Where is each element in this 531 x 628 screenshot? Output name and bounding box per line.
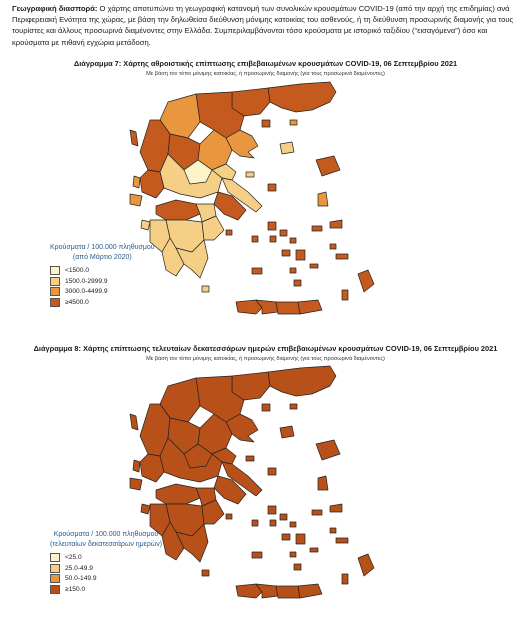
map1-region-aitoloakarnania — [140, 170, 164, 198]
map2-region-samothrace — [290, 404, 297, 409]
map2-subtitle: Με βάση τον τόπο μόνιμης κατοικίας, ή προσωρινής διαμονής (για τους προσωρινά διαμένοντες) — [146, 356, 385, 362]
map1-region-amorgos — [310, 264, 318, 268]
map1-region-kythira — [202, 286, 209, 292]
map1-region-kefalonia — [130, 194, 142, 206]
map1-legend-swatch — [50, 298, 60, 307]
map1-region-skyros — [268, 184, 276, 191]
map1-legend-label: 1500.0-2999.9 — [65, 277, 108, 285]
map2-title: Διάγραμμα 8: Χάρτης επίπτωσης τελευταίων δεκατεσσάρων ημερών επιβεβαιωμένων κρουσμάτων COVID-19, 06 Σεπτεμβρίου 2021 — [33, 344, 498, 353]
map2-region-santorini — [294, 564, 301, 570]
map2-legend-swatch — [50, 564, 60, 573]
map2-region-lemnos — [280, 426, 294, 438]
map2-legend-label: ≥150.0 — [65, 585, 86, 593]
map1-region-samos — [330, 220, 342, 228]
intro-label: Γεωγραφική διασπορά: — [12, 4, 98, 13]
map1-legend-item — [50, 298, 155, 307]
map2-region-samos — [330, 504, 342, 512]
map2-region-chios — [318, 476, 328, 490]
map1-region-corfu — [130, 130, 138, 146]
map2-legend-item — [50, 564, 162, 573]
map1-region-rhodes — [358, 270, 374, 292]
map1-legend-title-line2: (από Μάρτιο 2020) — [72, 253, 132, 261]
map2-region-lefkada — [133, 460, 140, 472]
map1-region-kea — [252, 236, 258, 242]
map1-legend-item — [50, 266, 155, 275]
map1-region-kos — [336, 254, 348, 259]
map1-legend-label: 3000.0-4499.9 — [65, 288, 108, 295]
map1-region-ios — [290, 268, 296, 273]
map1-region-lasithi — [298, 300, 322, 314]
map1-region-samothrace — [290, 120, 297, 125]
map1-region-kalymnos — [330, 244, 336, 249]
map2-region-kea — [252, 520, 258, 526]
map2-legend-label: 50.0-149.9 — [65, 575, 97, 582]
map2-legend-item — [50, 553, 162, 562]
map2-region-kythira — [202, 570, 209, 576]
map1-legend-label: ≥4500.0 — [65, 298, 89, 306]
map2-legend-swatch — [50, 553, 60, 562]
map1-region-tinos — [280, 230, 287, 236]
map2-region-paros — [282, 534, 290, 540]
map2-region-achaea — [156, 484, 200, 504]
map1-region-andros — [268, 222, 276, 230]
map1-legend-swatch — [50, 277, 60, 286]
map1-region-naxos — [296, 250, 305, 260]
map2-region-corfu — [130, 414, 138, 430]
map1-region-achaea — [156, 200, 200, 220]
map1-region-aegina — [226, 230, 232, 235]
map1-region-thrace — [268, 82, 336, 112]
map2-region-skyros — [268, 468, 276, 475]
map1-region-syros — [270, 236, 276, 242]
map1-region-ikaria — [312, 226, 322, 231]
map2-region-ios — [290, 552, 296, 557]
map2-legend-item — [50, 574, 162, 583]
map1-legend — [50, 243, 155, 307]
map2-region-karpathos — [342, 574, 348, 584]
map2-region-amorgos — [310, 548, 318, 552]
map2-region-mykonos — [290, 522, 296, 527]
map1-region-lesvos — [316, 156, 340, 176]
map1-region-santorini — [294, 280, 301, 286]
map2-region-kos — [336, 538, 348, 543]
map2-region-zakynthos — [141, 504, 150, 514]
map2-legend-label: 25.0-49.9 — [65, 564, 93, 572]
map1-region-zakynthos — [141, 220, 150, 230]
map2-region-kalymnos — [330, 528, 336, 533]
map2-region-aitoloakarnania — [140, 454, 164, 482]
map2-region-milos — [252, 552, 262, 558]
map2-legend-title-line1: Κρούσματα / 100.000 πληθυσμού — [53, 531, 159, 538]
map2-region-aegina — [226, 514, 232, 519]
map2-region-thasos — [262, 404, 270, 411]
map1-region-heraklion — [276, 302, 300, 314]
map1-region-milos — [252, 268, 262, 274]
map2-legend-swatch — [50, 574, 60, 583]
map2-region-kefalonia — [130, 478, 142, 490]
map2-region-tinos — [280, 514, 287, 520]
map2-region-skiathos — [246, 456, 254, 461]
map1-legend-item — [50, 277, 155, 286]
map2-legend-item — [50, 585, 162, 594]
map2-region-lesvos — [316, 440, 340, 460]
map2-legend-swatch — [50, 585, 60, 594]
map1-title: Διάγραμμα 7: Χάρτης αθροιστικής επίπτωσης επιβεβαιωμένων κρουσμάτων COVID-19, 06 Σεπτεμβρίου 2021 — [73, 59, 458, 68]
map1-region-skiathos — [246, 172, 254, 177]
map1-legend-label: <1500.0 — [65, 267, 90, 274]
map2-region-lasithi — [298, 584, 322, 598]
map1-legend-title-line1: Κρούσματα / 100.000 πληθυσμού — [50, 244, 155, 251]
map2-legend — [50, 530, 162, 594]
map2-region-andros — [268, 506, 276, 514]
map1-region-thasos — [262, 120, 270, 127]
map2-region-heraklion — [276, 586, 300, 598]
map2-region-thrace — [268, 366, 336, 396]
map1-legend-swatch — [50, 266, 60, 275]
map1-region-karpathos — [342, 290, 348, 300]
map1-legend-item — [50, 287, 155, 296]
map1-region-lemnos — [280, 142, 294, 154]
map2-legend-title-line2: (τελευταίων δεκατεσσάρων ημερών) — [50, 540, 163, 548]
map1-region-mykonos — [290, 238, 296, 243]
intro-paragraph — [12, 3, 519, 48]
map1-legend-swatch — [50, 287, 60, 296]
map2-region-ikaria — [312, 510, 322, 515]
map1-region-paros — [282, 250, 290, 256]
map2-region-naxos — [296, 534, 305, 544]
map2-region-rhodes — [358, 554, 374, 576]
map2-legend-label: <25.0 — [65, 554, 82, 561]
map1-region-lefkada — [133, 176, 140, 188]
map2-region-syros — [270, 520, 276, 526]
map1-subtitle: Με βάση τον τόπο μόνιμης κατοικίας, ή προσωρινής διαμονής (για τους προσωρινά διαμένοντες) — [146, 71, 385, 77]
intro-text: Ο χάρτης αποτυπώνει τη γεωγραφική κατανομή των συνολικών κρουσμάτων COVID-19 (από την αρχή της επιδημίας) ανά Περιφερειακή Ενότητα της χώρας, με βάση την δηλωθείσα διεύθυνση μόνιμης κατοικίας του ασθενούς, ή τη διεύθυνση προσωρινής διαμονής για τους τουρίστες και άλλους προσωρινά διαμένοντες στην Ελλάδα. Συμπεριλαμβάνονται τόσο κρούσματα με ιστορικό ταξιδίου (“εισαγόμενα”) όσο και κρούσματα με πιθανή εγχώρια μετάδοση. — [12, 4, 514, 47]
map1-region-chios — [318, 192, 328, 206]
